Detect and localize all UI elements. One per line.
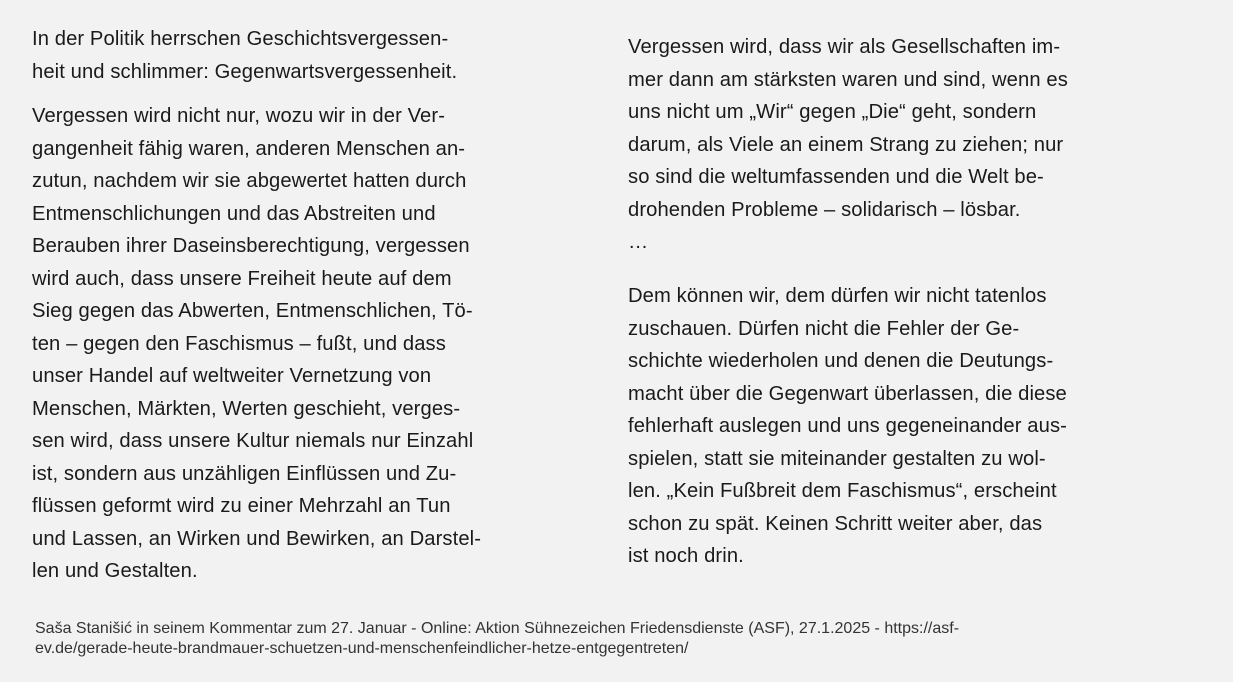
text-line: Entmenschlichungen und das Abstreiten und [32,202,436,225]
text-line: so sind die weltumfassenden und die Welt be- [628,166,1044,188]
text-line: zuschauen. Dürfen nicht die Fehler der Ge- [628,317,1020,340]
text-line: Vergessen wird nicht nur, wozu wir in der Ver- [32,105,446,127]
right-paragraph-2 [628,280,1067,573]
text-line: Dem können wir, dem dürfen wir nicht tatenlos [628,285,1047,307]
text-line: macht über die Gegenwart überlassen, die diese [628,382,1067,405]
text-line: mer dann am stärksten waren und sind, wenn es [628,68,1068,91]
text-line: heit und schlimmer: Gegenwartsvergessenheit. [32,60,458,83]
text-line: sen wird, dass unsere Kultur niemals nur Einzahl [32,430,474,452]
text-line: Menschen, Märkten, Werten geschieht, verges- [32,397,461,420]
text-line: gangenheit fähig waren, anderen Menschen an- [32,137,466,160]
left-paragraph-2 [32,100,481,588]
text-line: … [628,231,649,253]
text-line: und Lassen, an Wirken und Bewirken, an Darstel- [32,527,482,550]
text-line: spielen, statt sie miteinander gestalten zu wol- [628,447,1046,470]
text-line: flüssen geformt wird zu einer Mehrzahl an Tun [32,495,451,517]
text-line: zutun, nachdem wir sie abgewertet hatten durch [32,170,467,192]
text-line: len. „Kein Fußbreit dem Faschismus“, erscheint [628,480,1057,502]
text-line: Sieg gegen das Abwerten, Entmenschlichen, Tö- [32,300,473,322]
text-line: uns nicht um „Wir“ gegen „Die“ geht, sondern [628,101,1037,123]
right-paragraph-1 [628,31,1068,259]
citation-line-2[interactable]: ev.de/gerade-heute-brandmauer-schuetzen-und-menschenfeindlicher-hetze-entgegentreten/ [35,640,689,657]
citation-line-1: Saša Stanišić in seinem Kommentar zum 27. Januar - Online: Aktion Sühnezeichen Friedensdienste (ASF), 27.1.2025 - https://asf- [35,620,960,637]
text-line: fehlerhaft auslegen und uns gegeneinander aus- [628,415,1067,437]
text-line: ist, sondern aus unzähligen Einflüssen und Zu- [32,462,457,485]
text-line: schichte wiederholen und denen die Deutungs- [628,350,1054,372]
text-line: drohenden Probleme – solidarisch – lösbar. [628,198,1021,221]
left-paragraph-1 [32,23,457,88]
text-line: Vergessen wird, dass wir als Gesellschaften im- [628,36,1061,58]
source-citation [35,619,1215,659]
text-line: unser Handel auf weltweiter Vernetzung von [32,365,432,387]
text-line: In der Politik herrschen Geschichtsvergessen- [32,28,449,50]
text-line: ten – gegen den Faschismus – fußt, und dass [32,332,446,355]
text-line: darum, als Viele an einem Strang zu ziehen; nur [628,133,1064,156]
text-line: len und Gestalten. [32,560,198,582]
text-line: Berauben ihrer Daseinsberechtigung, vergessen [32,235,470,257]
text-line: wird auch, dass unsere Freiheit heute auf dem [32,267,452,290]
text-line: schon zu spät. Keinen Schritt weiter aber, das [628,512,1043,535]
text-line: ist noch drin. [628,545,744,567]
